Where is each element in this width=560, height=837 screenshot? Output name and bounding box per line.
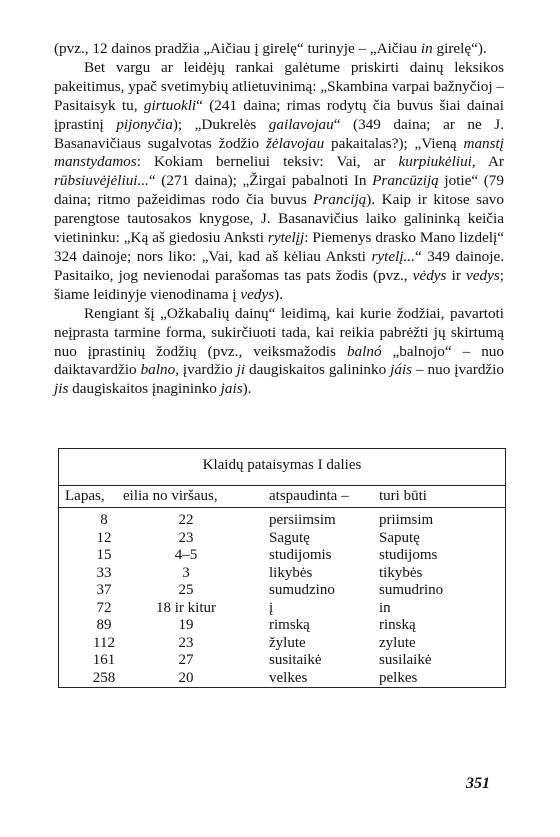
body-text — [54, 40, 504, 399]
errata-cell-should: zylute — [379, 634, 416, 651]
errata-cell-page: 8 — [100, 512, 108, 528]
italic-run: rytelį... — [371, 247, 415, 265]
page-number: 351 — [466, 775, 490, 792]
text-run: “ 349 dainoje. Pasitaiko, jog nevienodai parašomas tas pats žodis (pvz., — [54, 247, 504, 284]
errata-cell-should: susilaikė — [379, 652, 432, 668]
errata-title-rule — [59, 485, 505, 486]
errata-cell-line: 22 — [178, 512, 194, 528]
errata-cell-line: 25 — [178, 582, 194, 598]
text-run: Bet vargu ar leidėjų rankai galėtume priskirti dainų leksikos pakeitimus, ypač svetimybių atlietuvinimą: „Skambina varpai bažnyčioj – Pasitaisyk tu, — [54, 58, 504, 114]
italic-run: in — [420, 40, 433, 57]
errata-cell-should: sumudrino — [379, 582, 444, 598]
errata-cell-line: 20 — [178, 669, 194, 686]
italic-run: pijonyčia — [116, 115, 173, 133]
errata-row — [59, 547, 505, 565]
errata-cell-should: priimsim — [379, 512, 434, 528]
errata-row — [59, 530, 505, 548]
italic-run: Prancūziją — [372, 172, 439, 190]
errata-row — [59, 565, 505, 583]
errata-cell-printed: likybės — [269, 564, 313, 581]
text-run: : Kokiam berneliui teksiv: Vai, ar — [136, 153, 399, 171]
errata-cell-line: 23 — [178, 634, 194, 651]
errata-cell-should: tikybės — [379, 564, 423, 581]
body-paragraph — [54, 40, 504, 59]
text-run: “ (271 daina); „Žirgai pabalnoti In — [148, 172, 373, 190]
italic-run: jis — [54, 380, 69, 398]
errata-cell-printed: rimską — [269, 617, 310, 633]
text-run: girelę“). — [432, 40, 487, 57]
errata-cell-should: in — [379, 599, 391, 616]
text-run: , įvardžio — [175, 361, 237, 379]
errata-cell-printed: į — [269, 599, 274, 616]
errata-cell-printed: Sagutę — [269, 529, 310, 546]
italic-run: kurpiukėliui — [398, 153, 472, 171]
errata-cell-should: studijoms — [379, 547, 438, 563]
errata-row — [59, 600, 505, 618]
errata-cell-line: 19 — [178, 617, 194, 633]
errata-row — [59, 512, 505, 530]
text-run: “ (349 daina; ar ne J. Basanavičiaus sugalvotas žodžio — [54, 115, 505, 152]
italic-run: balnó — [346, 342, 382, 360]
errata-cell-line: 4–5 — [174, 547, 198, 563]
errata-row — [59, 617, 505, 635]
text-run: ). Kaip ir kitose savo parengtose tautosakos knygose, J. Basanavičius laiko galininką keičia vietininku: „Ką aš giedosiu Anksti — [54, 191, 504, 247]
italic-run: manstį manstydamos — [54, 134, 504, 171]
italic-run: ji — [236, 361, 246, 379]
errata-cell-printed: persiimsim — [269, 512, 336, 528]
text-run: , Ar — [471, 153, 504, 171]
errata-cell-page: 33 — [96, 564, 112, 581]
errata-row — [59, 582, 505, 600]
text-run: „balnojo“ – nuo daiktavardžio — [54, 342, 504, 379]
italic-run: jais — [220, 380, 243, 398]
errata-cell-page: 89 — [96, 617, 112, 633]
errata-cell-printed: susitaikė — [269, 652, 322, 668]
text-run: Rengiant šį „Ožkabalių dainų“ leidimą, kai kurie žodžiai, pavartoti neįprasta tarmine forma, sukirčiuoti tada, kai reikia pabrėžti jų skirtumą nuo įprastinių žodžių (pvz., veiksmažodis — [54, 304, 504, 360]
body-paragraph — [54, 305, 504, 400]
errata-cell-printed: sumudzino — [269, 582, 335, 598]
italic-run: balno — [140, 361, 176, 379]
errata-cell-page: 258 — [92, 669, 116, 686]
italic-run: girtuokli — [143, 96, 197, 114]
body-paragraph — [54, 59, 504, 305]
errata-cell-page: 161 — [92, 652, 116, 668]
errata-cell-printed: velkes — [269, 669, 308, 686]
errata-cell-page: 12 — [96, 529, 112, 546]
italic-run: rytelįj — [267, 229, 305, 247]
italic-run: gailavojau — [268, 115, 334, 133]
errata-cell-printed: žylute — [269, 634, 306, 651]
errata-cell-page: 15 — [96, 547, 112, 563]
text-run: pakaitalas?); „Vieną — [324, 134, 464, 152]
italic-run: vėdys — [412, 266, 447, 284]
errata-header-should: turi būti — [379, 488, 427, 504]
text-run: : Piemenys drasko Mano lizdelį“ 324 dainoje; nors liko: „Vai, kad aš kėliau Anksti — [54, 229, 504, 265]
italic-run: rūbsiuvėjėliui... — [54, 172, 149, 190]
errata-cell-printed: studijomis — [269, 547, 332, 563]
errata-row — [59, 652, 505, 670]
text-run: ). — [274, 285, 284, 303]
text-run: daugiskaitos įnagininko — [68, 380, 221, 398]
text-run: – nuo įvardžio — [412, 361, 504, 379]
text-run: “ (241 daina; rimas rodytų čia buvus šiai dainai įprastinį — [54, 96, 504, 133]
text-run: ). — [242, 380, 252, 398]
errata-cell-line: 27 — [178, 652, 194, 668]
italic-run: žėlavojau — [265, 134, 325, 152]
errata-header-line: eilia no viršaus, — [123, 488, 218, 504]
errata-cell-page: 72 — [96, 599, 112, 616]
errata-cell-line: 23 — [178, 529, 194, 546]
text-run: jotie“ (79 daina; ritmo pažeidimas rodo čia buvus — [54, 172, 504, 209]
text-run: ir — [446, 266, 467, 284]
text-run: ); „Dukrelės — [172, 115, 269, 133]
errata-cell-should: rinską — [379, 617, 416, 633]
errata-cell-line: 3 — [182, 564, 190, 581]
errata-title: Klaidų pataisymas I dalies — [202, 457, 362, 473]
errata-cell-should: Saputę — [379, 529, 420, 546]
errata-cell-line: 18 ir kitur — [156, 599, 216, 616]
italic-run: vedys — [240, 285, 275, 303]
errata-table — [58, 448, 506, 688]
text-run: (pvz., 12 dainos pradžia „Aičiau į girelę“ turinyje – „Aičiau — [54, 40, 421, 57]
errata-header-printed: atspaudinta – — [269, 488, 349, 504]
text-run: ; šiame leidinyje vienodinama į — [54, 266, 504, 303]
errata-header-page: Lapas, — [65, 488, 105, 504]
errata-header-rule — [59, 507, 505, 508]
errata-row — [59, 635, 505, 653]
errata-cell-page: 112 — [93, 634, 115, 651]
text-run: daugiskaitos galininko — [245, 361, 391, 379]
italic-run: Pranciją — [313, 191, 367, 209]
errata-cell-page: 37 — [96, 582, 112, 598]
errata-cell-should: pelkes — [379, 669, 418, 686]
errata-row — [59, 670, 505, 688]
italic-run: vedys — [466, 266, 500, 284]
italic-run: jáis — [390, 361, 413, 379]
